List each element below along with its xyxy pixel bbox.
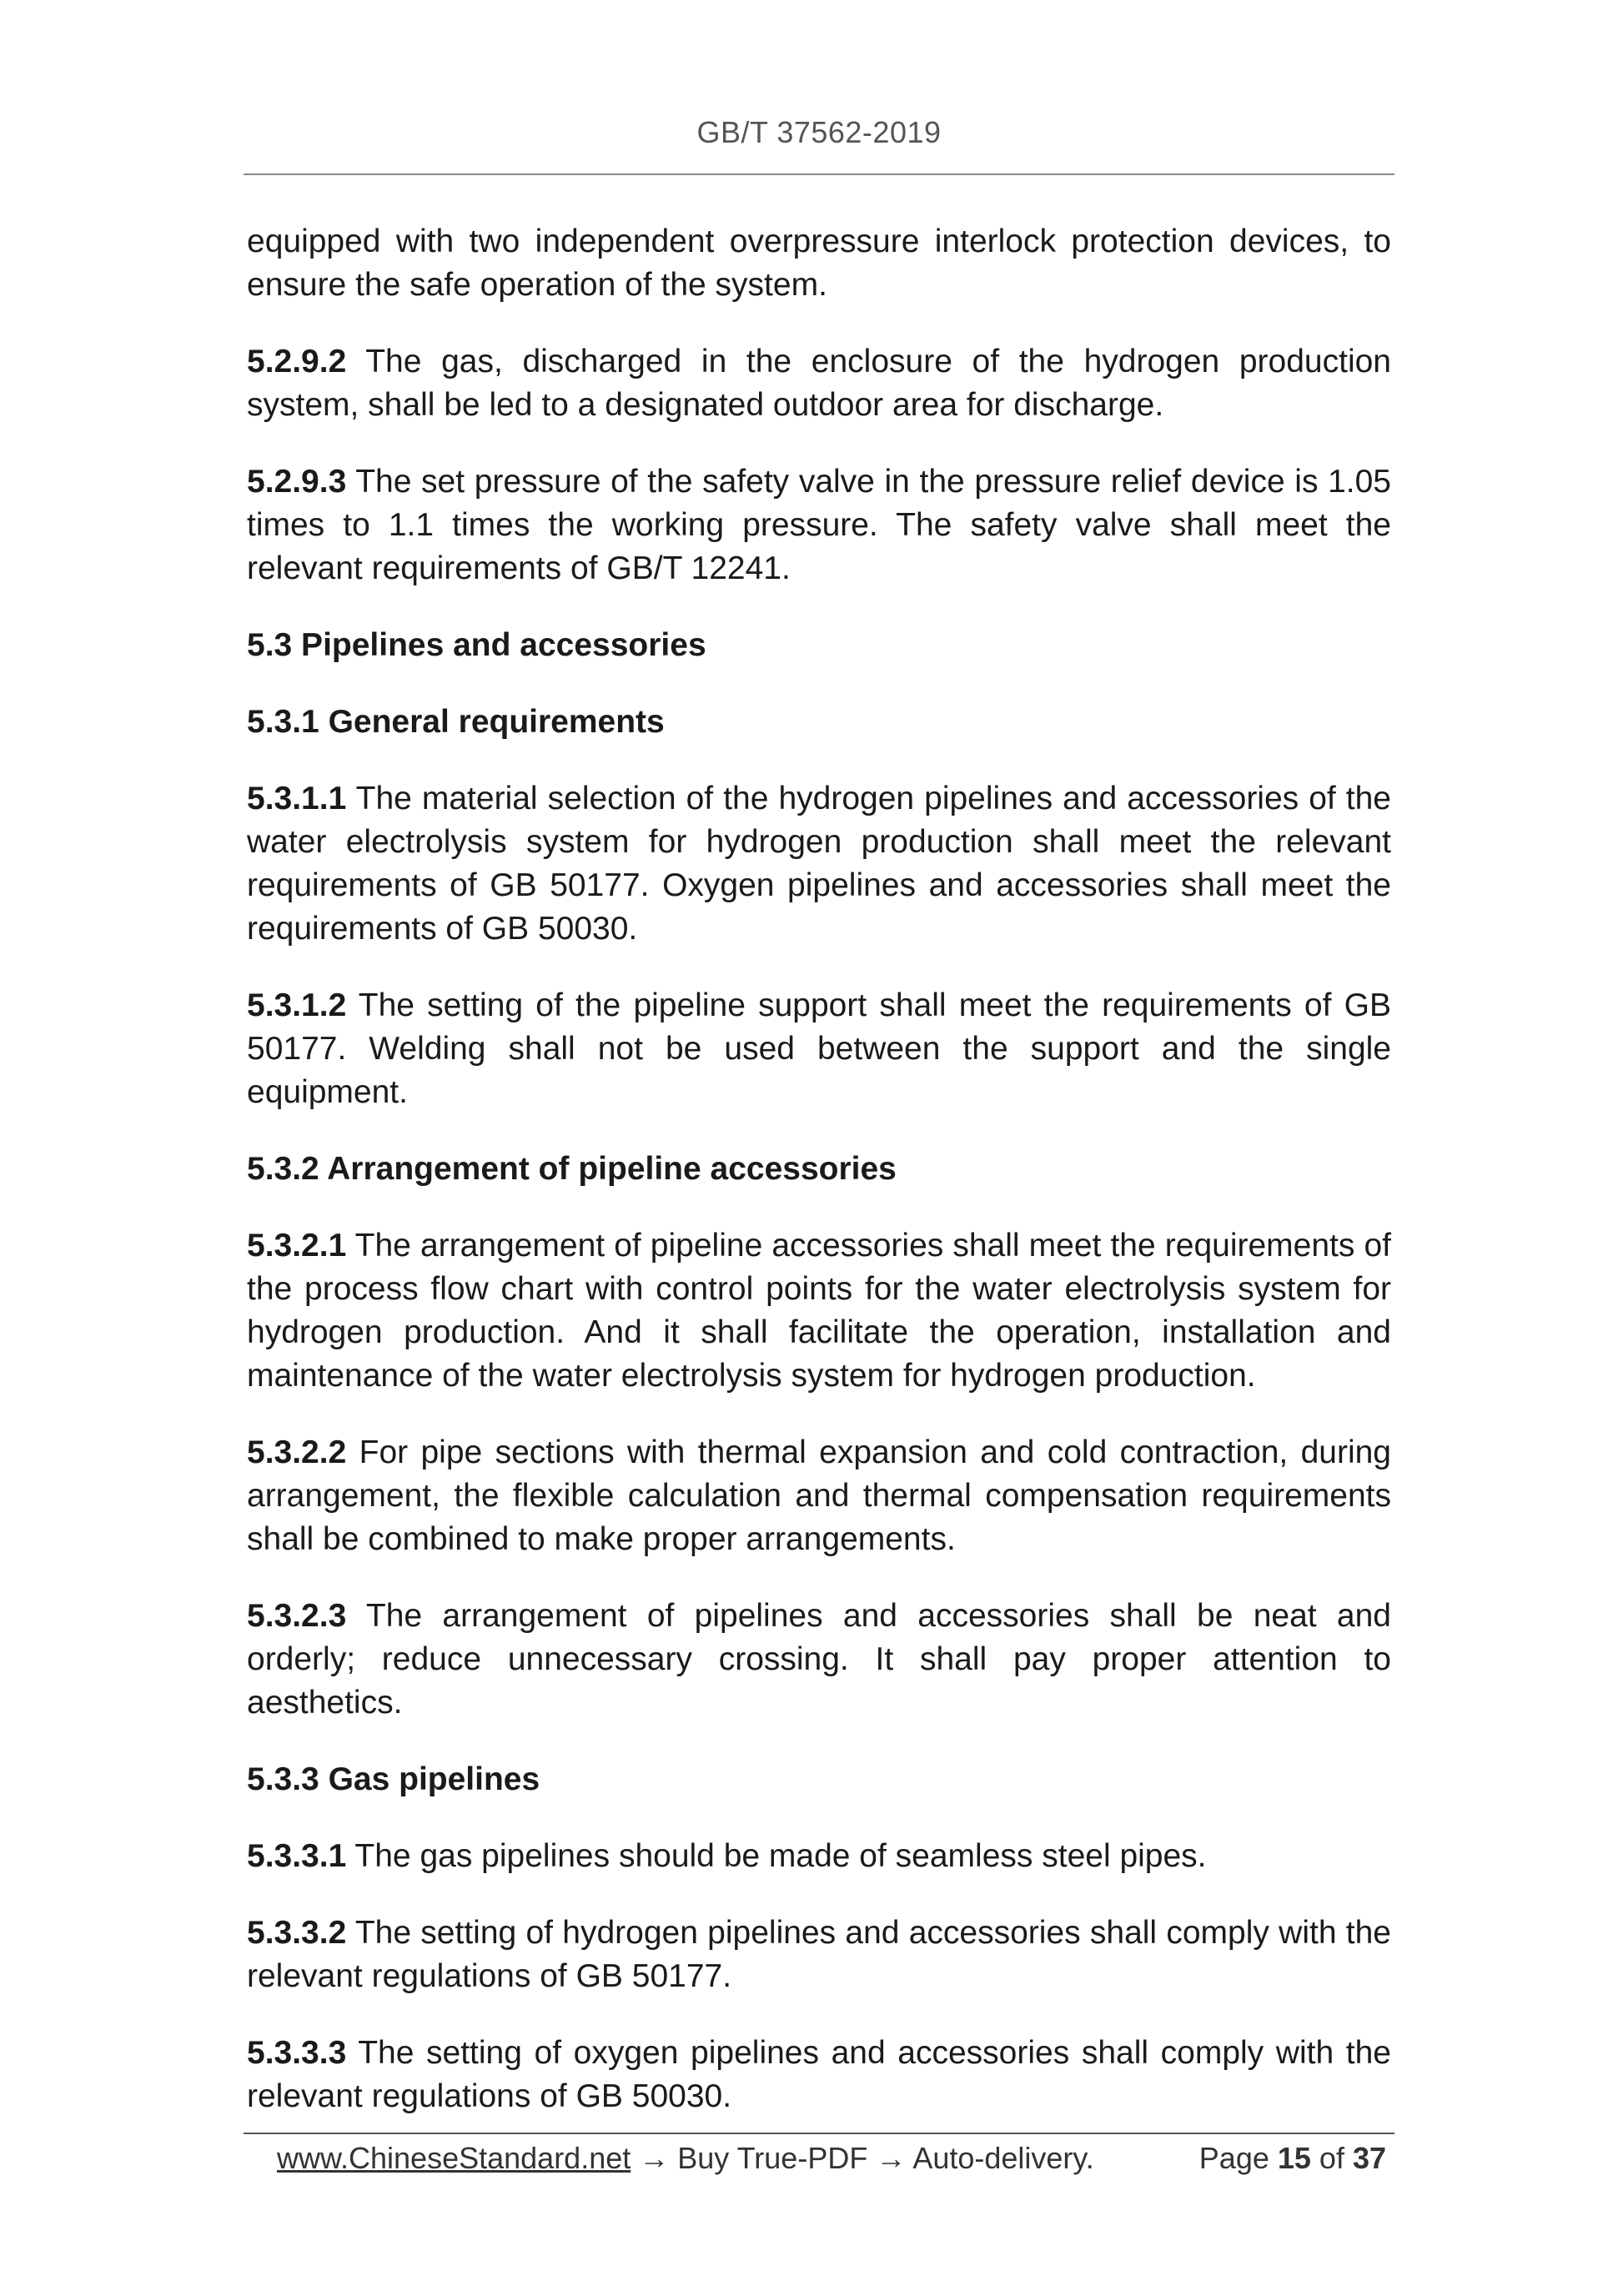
clause-5-3-3-3: [247, 2032, 1391, 2118]
footer-divider: [244, 2133, 1394, 2134]
standard-code: GB/T 37562-2019: [696, 115, 942, 149]
clause-5-2-9-3: [247, 460, 1391, 590]
document-footer: [277, 2138, 1386, 2178]
clause-text: The setting of hydrogen pipelines and accessories shall comply with the relevant regulations of GB 50177.: [247, 1915, 1391, 1994]
clause-number: 5.3.1.2: [247, 987, 347, 1023]
clause-number: 5.3.2.1: [247, 1228, 347, 1264]
clause-5-3-2-3: [247, 1595, 1391, 1725]
document-body: [247, 220, 1391, 2152]
section-heading-5-3-2: 5.3.2 Arrangement of pipeline accessories: [247, 1151, 897, 1187]
page-current: 15: [1277, 2141, 1311, 2175]
clause-text: The setting of oxygen pipelines and accessories shall comply with the relevant regulations of GB 50030.: [247, 2035, 1391, 2114]
section-heading-5-3-3: 5.3.3 Gas pipelines: [247, 1761, 540, 1797]
clause-text: The set pressure of the safety valve in the pressure relief device is 1.05 times to 1.1 times the working pressure. The safety valve shall meet the relevant requirements of GB/T 12241.: [247, 464, 1391, 586]
clause-5-2-9-2: [247, 340, 1391, 427]
header-divider: [244, 173, 1394, 175]
clause-5-3-2-2: [247, 1431, 1391, 1561]
section-heading-5-3: 5.3 Pipelines and accessories: [247, 627, 706, 663]
clause-text: The arrangement of pipelines and accessories shall be neat and orderly; reduce unnecessary crossing. It shall pay proper attention to aesthetics.: [247, 1598, 1391, 1721]
page-total: 37: [1352, 2141, 1386, 2175]
clause-5-3-3-1: [247, 1835, 1391, 1878]
website-link[interactable]: www.ChineseStandard.net: [277, 2141, 631, 2175]
clause-5-3-1-2: [247, 984, 1391, 1114]
clause-text: The gas, discharged in the enclosure of the hydrogen production system, shall be led to a designated outdoor area for discharge.: [247, 344, 1391, 423]
clause-number: 5.2.9.3: [247, 464, 347, 500]
clause-number: 5.3.1.1: [247, 781, 347, 816]
clause-number: 5.3.2.3: [247, 1598, 347, 1634]
clause-number: 5.2.9.2: [247, 344, 347, 379]
clause-number: 5.3.3.3: [247, 2035, 347, 2071]
clause-number: 5.3.3.1: [247, 1838, 347, 1874]
clause-text: The material selection of the hydrogen pipelines and accessories of the water electrolysis system for hydrogen production shall meet the relevant requirements of GB 50177. Oxygen pipelines and accessories shall meet the requirements of GB 50030.: [247, 781, 1391, 947]
clause-text: The arrangement of pipeline accessories shall meet the requirements of the process flow chart with control points for the water electrolysis system for hydrogen production. And it shall facilitate the operation, installation and maintenance of the water electrolysis system for hydrogen production.: [247, 1228, 1391, 1394]
section-heading-5-3-1: 5.3.1 General requirements: [247, 704, 665, 740]
footer-promo: → Buy True-PDF → Auto-delivery.: [631, 2141, 1094, 2175]
clause-5-3-3-2: [247, 1912, 1391, 1998]
page-indicator: Page 15 of 37: [1198, 2141, 1386, 2175]
clause-text: For pipe sections with thermal expansion and cold contraction, during arrangement, the flexible calculation and thermal compensation requirements shall be combined to make proper arrangements.: [247, 1434, 1391, 1557]
paragraph-continuation: equipped with two independent overpressure interlock protection devices, to ensure the safe operation of the system.: [247, 224, 1391, 303]
clause-text: The setting of the pipeline support shall meet the requirements of GB 50177. Welding shall not be used between the support and the single equipment.: [247, 987, 1391, 1110]
clause-5-3-2-1: [247, 1224, 1391, 1398]
clause-5-3-1-1: [247, 777, 1391, 951]
clause-number: 5.3.3.2: [247, 1915, 347, 1951]
clause-text: The gas pipelines should be made of seamless steel pipes.: [346, 1838, 1207, 1874]
clause-number: 5.3.2.2: [247, 1434, 347, 1470]
document-header: [244, 115, 1394, 150]
